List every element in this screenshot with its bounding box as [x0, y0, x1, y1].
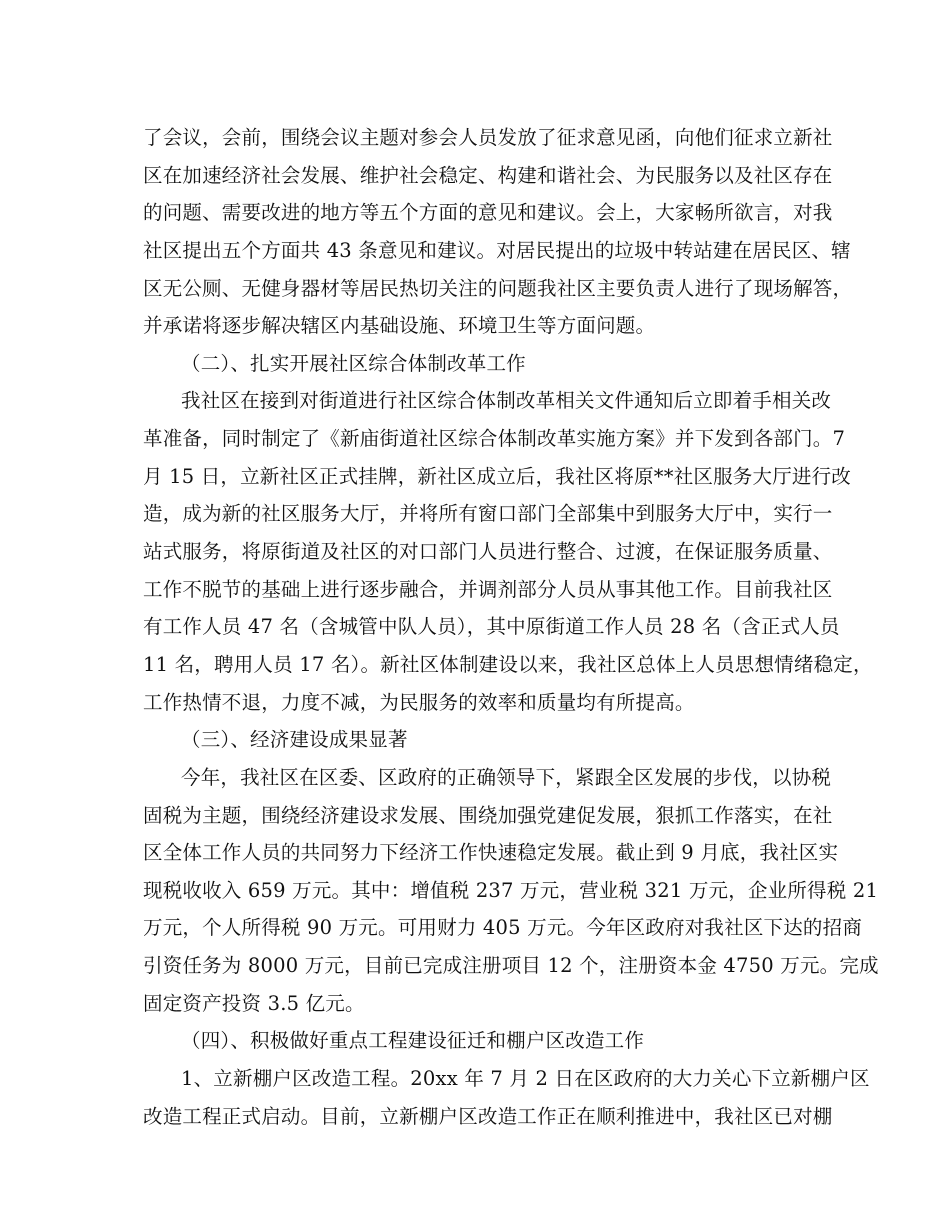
text-line: 固税为主题，围绕经济建设求发展、围绕加强党建促发展，狠抓工作落实，在社 — [143, 803, 833, 827]
text-line: 区在加速经济社会发展、维护社会稳定、构建和谐社会、为民服务以及社区存在 — [143, 163, 833, 187]
paragraph-first-line: 1、立新棚户区改造工程。20xx 年 7 月 2 日在区政府的大力关心下立新棚户区 — [181, 1067, 870, 1091]
text-line: 改造工程正式启动。目前，立新棚户区改造工作正在顺利推进中，我社区已对棚 — [143, 1104, 833, 1128]
section-heading: （二）、扎实开展社区综合体制改革工作 — [181, 351, 526, 375]
document-body — [143, 119, 879, 1135]
text-line: 社区提出五个方面共 43 条意见和建议。对居民提出的垃圾中转站建在居民区、辖 — [143, 238, 851, 262]
text-line: 站式服务，将原街道及社区的对口部门人员进行整合、过渡，在保证服务质量、 — [143, 540, 833, 564]
section-heading: （三）、经济建设成果显著 — [181, 728, 408, 752]
text-line: 的问题、需要改进的地方等五个方面的意见和建议。会上，大家畅所欲言，对我 — [143, 201, 833, 225]
text-line: 了会议，会前，围绕会议主题对参会人员发放了征求意见函，向他们征求立新社 — [143, 126, 833, 149]
text-line: 月 15 日，立新社区正式挂牌，新社区成立后，我社区将原**社区服务大厅进行改 — [143, 464, 852, 488]
text-line: 工作热情不退，力度不减，为民服务的效率和质量均有所提高。 — [143, 690, 695, 714]
text-line: 并承诺将逐步解决辖区内基础设施、环境卫生等方面问题。 — [143, 314, 656, 338]
section-heading: （四）、积极做好重点工程建设征迁和棚户区改造工作 — [181, 1029, 645, 1053]
text-line: 固定资产投资 3.5 亿元。 — [143, 991, 365, 1015]
text-line: 有工作人员 47 名（含城管中队人员），其中原街道工作人员 28 名（含正式人员 — [143, 615, 840, 639]
text-line: 11 名，聘用人员 17 名）。新社区体制建设以来，我社区总体上人员思想情绪稳定， — [143, 652, 873, 676]
text-line: 工作不脱节的基础上进行逐步融合，并调剂部分人员从事其他工作。目前我社区 — [143, 577, 833, 601]
text-line: 万元，个人所得税 90 万元。可用财力 405 万元。今年区政府对我社区下达的招商 — [143, 916, 863, 940]
text-line: 造，成为新的社区服务大厅，并将所有窗口部门全部集中到服务大厅中，实行一 — [143, 502, 833, 526]
text-line: 现税收收入 659 万元。其中：增值税 237 万元，营业税 321 万元，企业所得税 21 — [143, 878, 879, 902]
text-line: 区无公厕、无健身器材等居民热切关注的问题我社区主要负责人进行了现场解答， — [143, 276, 853, 300]
text-line: 区全体工作人员的共同努力下经济工作快速稳定发展。截止到 9 月底，我社区实 — [143, 841, 839, 865]
text-line: 引资任务为 8000 万元，目前已完成注册项目 12 个，注册资本金 4750 万元。完成 — [143, 954, 879, 978]
text-line: 革准备，同时制定了《新庙街道社区综合体制改革实施方案》并下发到各部门。7 — [143, 427, 846, 451]
paragraph-first-line: 我社区在接到对街道进行社区综合体制改革相关文件通知后立即着手相关改 — [181, 389, 832, 413]
paragraph-first-line: 今年，我社区在区委、区政府的正确领导下，紧跟全区发展的步伐，以协税 — [181, 765, 832, 789]
